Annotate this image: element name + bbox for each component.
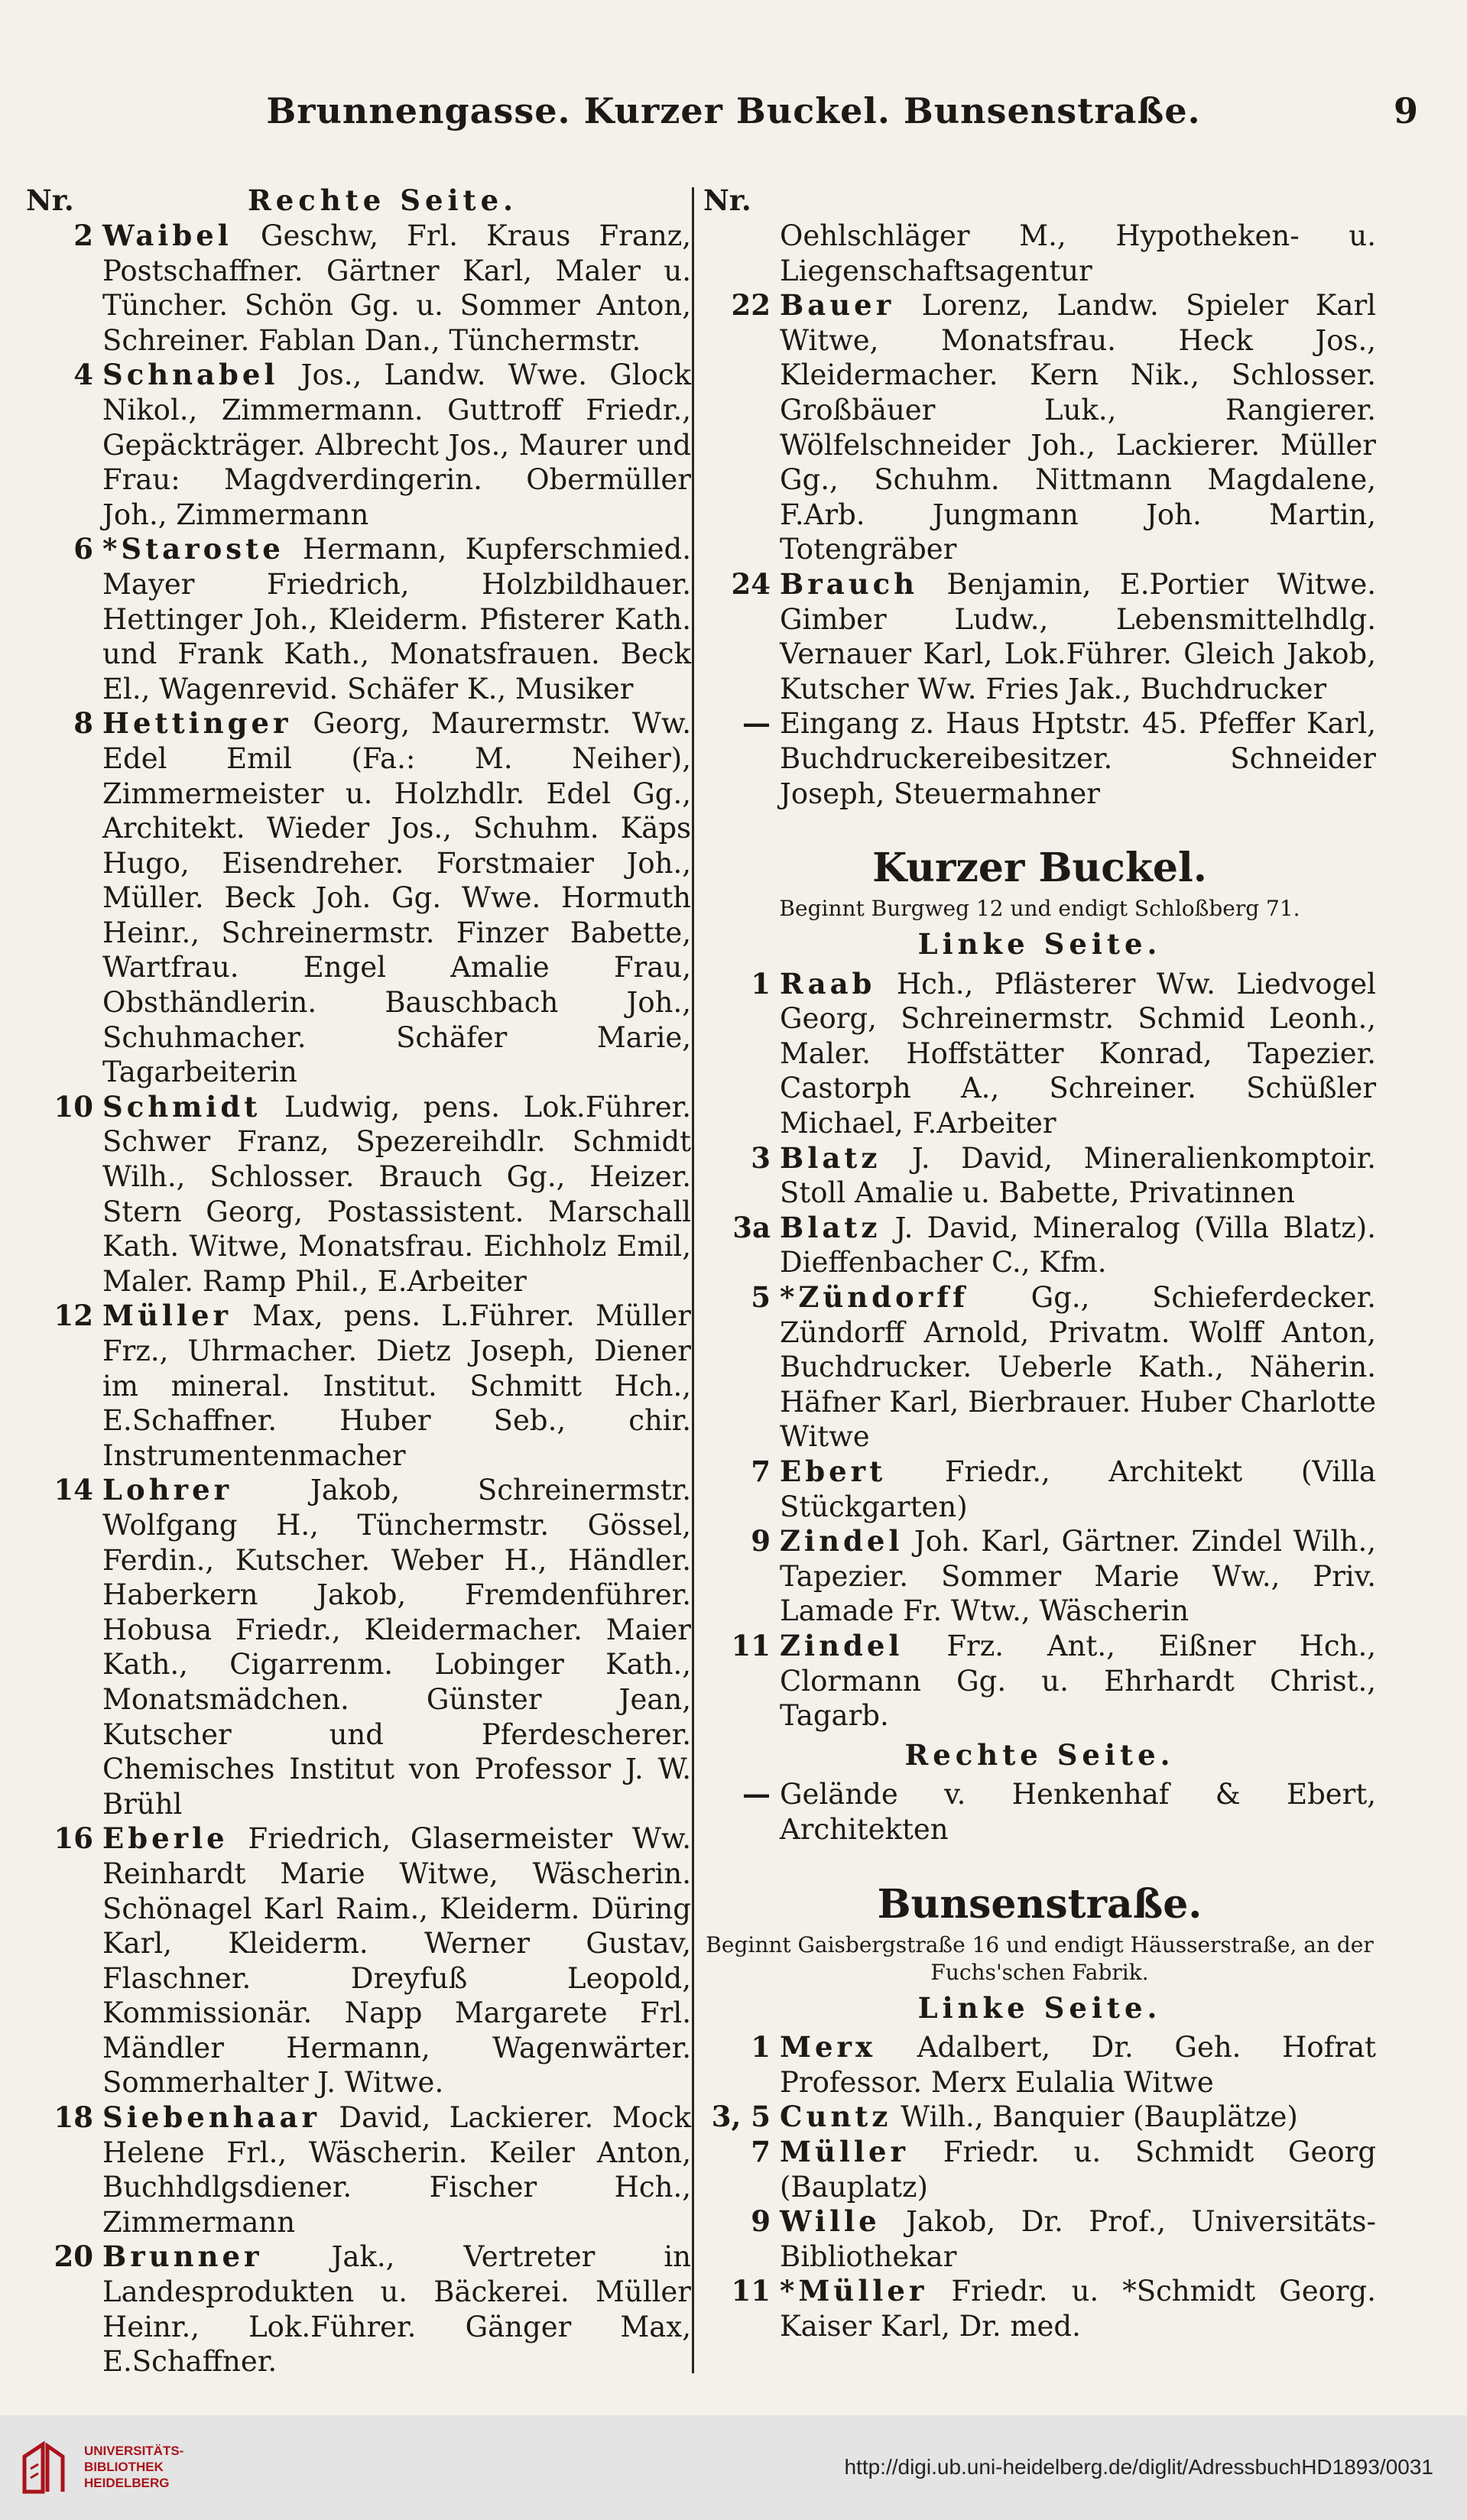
residents-text: Frz. Ant., Eißner Hch., Clormann Gg. u. Ehrhardt Christ., Tagarb.	[780, 1629, 1376, 1733]
resident-list	[780, 1280, 1376, 1455]
residents-text: Gg., Schieferdecker. Zündorff Arnold, Privatm. Wolff Anton, Buchdrucker. Ueberle Kath., Näherin. Häfner Karl, Bierbrauer. Huber Charlotte Witwe	[780, 1281, 1376, 1454]
residents-text: J. David, Mineralienkomptoir. Stoll Amalie u. Babette, Privatinnen	[780, 1141, 1376, 1210]
house-number: 9	[751, 2204, 771, 2239]
residents-text: Ludwig, pens. Lok.Führer. Schwer Franz, Spezereihdlr. Schmidt Wilh., Schlosser. Brauch Gg., Heizer. Stern Georg, Postassistent. Marschall Kath. Witwe, Monatsfrau. Eichholz Emil, Maler. Ramp Phil., E.Arbeiter	[102, 1090, 691, 1298]
house-number: 1	[751, 2030, 771, 2064]
owner-name: Cuntz	[780, 2100, 892, 2134]
resident-list	[780, 2135, 1376, 2204]
owner-name: *Müller	[780, 2274, 928, 2308]
right-column-header	[703, 183, 1376, 219]
nr-label: Nr.	[703, 183, 751, 217]
address-entry	[26, 2239, 691, 2379]
resident-list	[780, 1211, 1376, 1280]
address-entry	[703, 1524, 1376, 1629]
owner-name: Schmidt	[102, 1089, 261, 1124]
address-entry	[703, 288, 1376, 567]
address-entry	[703, 706, 1376, 811]
owner-name: Müller	[780, 2134, 910, 2168]
resident-list	[102, 1473, 691, 1821]
residents-text: Max, pens. L.Führer. Müller Frz., Uhrmacher. Dietz Joseph, Diener im mineral. Institut. Schmitt Hch., E.Schaffner. Huber Seb., chir. Instrumentenmacher	[102, 1299, 691, 1472]
address-entry	[703, 567, 1376, 706]
residents-text: Hermann, Kupferschmied. Mayer Friedrich, Holzbildhauer. Hettinger Joh., Kleiderm. Pfisterer Kath. und Frank Kath., Monatsfrauen. Beck El., Wagenrevid. Schäfer K., Musiker	[102, 533, 691, 705]
owner-name: Müller	[102, 1299, 232, 1333]
owner-name: Bauer	[780, 288, 895, 323]
resident-list	[780, 2204, 1376, 2274]
resident-list	[780, 2100, 1376, 2135]
street-title-bunsenstrasse: Bunsenstraße.	[877, 1880, 1202, 1928]
address-entry	[703, 1280, 1376, 1455]
residents-text: Gelände v. Henkenhaf & Ebert, Architekten	[780, 1778, 1376, 1846]
resident-list	[780, 1455, 1376, 1524]
side-label-left: Linke Seite.	[917, 1990, 1162, 2025]
house-number: 8	[73, 706, 93, 741]
house-number: 3	[751, 1140, 771, 1175]
resident-list	[102, 532, 691, 706]
house-number: 7	[751, 1455, 771, 1488]
address-entry	[703, 2274, 1376, 2343]
address-entry	[703, 1141, 1376, 1211]
house-number: 14	[54, 1473, 93, 1507]
residents-text: Jak., Vertreter in Landesprodukten u. Bäckerei. Müller Heinr., Lok.Führer. Gänger Max, E.Schaffner.	[102, 2240, 691, 2379]
nr-label: Nr.	[26, 183, 74, 217]
address-entry	[703, 2100, 1376, 2135]
house-number: 2	[73, 219, 93, 252]
residents-text: Jakob, Dr. Prof., Universitäts-Bibliothekar	[780, 2205, 1376, 2273]
owner-name: Schnabel	[102, 358, 279, 392]
running-head: Brunnengasse. Kurzer Buckel. Bunsenstraße.	[266, 90, 1201, 131]
house-number: 9	[751, 1524, 771, 1558]
address-entry	[703, 2030, 1376, 2100]
library-logo-icon	[17, 2438, 70, 2496]
resident-list	[780, 967, 1376, 1141]
address-entry	[26, 2100, 691, 2239]
address-entry	[703, 1455, 1376, 1524]
residents-text: Lorenz, Landw. Spieler Karl Witwe, Monatsfrau. Heck Jos., Kleidermacher. Kern Nik., Schlosser. Großbäuer Luk., Rangierer. Wölfelschneider Joh., Lackierer. Müller Gg., Schuhm. Nittmann Magdalene, F.Arb. Jungmann Joh. Martin, Totengräber	[780, 289, 1376, 566]
resident-list	[102, 219, 691, 358]
resident-list	[780, 567, 1376, 706]
bunsenstrasse-entries	[703, 2030, 1376, 2343]
side-label-left: Linke Seite.	[917, 927, 1162, 962]
residents-text: Eingang z. Haus Hptstr. 45. Pfeffer Karl, Buchdruckereibesitzer. Schneider Joseph, Steuermahner	[780, 707, 1376, 810]
resident-list	[780, 1141, 1376, 1211]
address-entry	[703, 967, 1376, 1141]
owner-name: Hettinger	[102, 706, 292, 741]
house-number: 5	[751, 1280, 771, 1315]
column-divider	[692, 187, 694, 2373]
residents-text: Benjamin, E.Portier Witwe. Gimber Ludw., Lebensmittelhdlg. Vernauer Karl, Lok.Führer. Gleich Jakob, Kutscher Ww. Fries Jak., Buchdrucker	[780, 567, 1376, 705]
residents-text: Geschw, Frl. Kraus Franz, Postschaffner. Gärtner Karl, Maler u. Tüncher. Schön Gg. u. Sommer Anton, Schreiner. Fablan Dan., Tünchermstr.	[102, 219, 691, 357]
owner-name: Zindel	[780, 1628, 904, 1662]
library-logo-text: UNIVERSITÄTS- BIBLIOTHEK HEIDELBERG	[84, 2444, 184, 2490]
left-column	[26, 183, 691, 2379]
house-number: 6	[73, 532, 93, 566]
owner-name: Siebenhaar	[102, 2100, 320, 2135]
page-number: 9	[1393, 90, 1418, 131]
house-number: 11	[731, 1628, 771, 1662]
address-entry	[26, 1821, 691, 2100]
resident-list	[780, 2274, 1376, 2343]
brunnengasse-entries-continued	[703, 288, 1376, 811]
house-number: 20	[54, 2239, 93, 2274]
resident-list	[102, 2100, 691, 2239]
street-description: Beginnt Gaisbergstraße 16 und endigt Häusserstraße, an der Fuchs'schen Fabrik.	[706, 1931, 1374, 1985]
house-number: 11	[731, 2274, 771, 2308]
residents-text: Friedr., Architekt (Villa Stückgarten)	[780, 1455, 1376, 1523]
owner-name: Brunner	[102, 2239, 263, 2274]
address-entry	[703, 2204, 1376, 2274]
address-entry	[26, 219, 691, 358]
house-number: 24	[731, 566, 771, 601]
owner-name: *Zündorff	[780, 1280, 969, 1315]
residents-text: Friedr. u. *Schmidt Georg. Kaiser Karl, Dr. med.	[780, 2275, 1376, 2343]
library-footer	[0, 2415, 1467, 2520]
left-column-header	[26, 183, 691, 219]
owner-name: Blatz	[780, 1140, 881, 1175]
residents-text: Friedrich, Glasermeister Ww. Reinhardt Marie Witwe, Wäscherin. Schönagel Karl Raim., Kleiderm. Düring Karl, Kleiderm. Werner Gustav, Flaschner. Dreyfuß Leopold, Kommissionär. Napp Margarete Frl. Mändler Hermann, Wagenwärter. Sommerhalter J. Witwe.	[102, 1822, 691, 2100]
owner-name: Brauch	[780, 566, 919, 601]
address-entry	[703, 2135, 1376, 2204]
owner-name: Raab	[780, 966, 876, 1001]
house-number: —	[742, 1777, 771, 1811]
owner-name: Ebert	[780, 1455, 887, 1488]
address-entry	[703, 1211, 1376, 1280]
resident-list	[780, 1777, 1376, 1847]
address-entry	[26, 532, 691, 706]
side-label-right: Rechte Seite.	[904, 1737, 1175, 1772]
address-entry	[26, 1473, 691, 1821]
house-number: 3a	[732, 1210, 771, 1244]
house-number: 22	[731, 288, 771, 323]
street-title-kurzer-buckel: Kurzer Buckel.	[872, 845, 1207, 892]
owner-name: Lohrer	[102, 1473, 233, 1507]
right-column	[703, 183, 1376, 2343]
owner-name: Blatz	[780, 1210, 881, 1244]
owner-name: Eberle	[102, 1821, 229, 1856]
address-entry	[703, 1777, 1376, 1847]
resident-list	[780, 1524, 1376, 1629]
resident-list	[102, 1821, 691, 2100]
house-number: 16	[54, 1821, 93, 1856]
residents-text: J. David, Mineralog (Villa Blatz). Dieffenbacher C., Kfm.	[780, 1211, 1376, 1279]
kurzer-buckel-entries	[703, 967, 1376, 1734]
resident-list	[780, 706, 1376, 811]
owner-name: Wille	[780, 2204, 881, 2239]
resident-list	[102, 358, 691, 532]
kurzer-buckel-right-entries	[703, 1777, 1376, 1847]
address-entry	[26, 1299, 691, 1473]
continuation-entry: Oehlschläger M., Hypotheken- u. Liegenschaftsagentur	[780, 219, 1376, 287]
resident-list	[102, 1090, 691, 1299]
house-number: 12	[54, 1299, 93, 1333]
brunnengasse-entries	[26, 219, 691, 2379]
resident-list	[102, 1299, 691, 1473]
house-number: —	[742, 706, 771, 741]
address-entry	[26, 358, 691, 532]
resident-list	[780, 288, 1376, 567]
house-number: 10	[54, 1089, 93, 1124]
residents-text: Joh. Karl, Gärtner. Zindel Wilh., Tapezier. Sommer Marie Ww., Priv. Lamade Fr. Wtw., Wäscherin	[780, 1525, 1376, 1628]
house-number: 7	[751, 2134, 771, 2168]
street-description: Beginnt Burgweg 12 und endigt Schloßberg 71.	[779, 896, 1300, 922]
residents-text: Wilh., Banquier (Bauplätze)	[891, 2100, 1298, 2134]
address-entry	[26, 706, 691, 1090]
residents-text: Jos., Landw. Wwe. Glock Nikol., Zimmermann. Guttroff Friedr., Gepäckträger. Albrecht Jos., Maurer und Frau: Magdverdingerin. Obermüller Joh., Zimmermann	[102, 358, 691, 531]
address-entry	[703, 1629, 1376, 1734]
address-entry	[26, 1090, 691, 1299]
resident-list	[780, 1629, 1376, 1734]
house-number: 4	[73, 358, 93, 392]
residents-text: Friedr. u. Schmidt Georg (Bauplatz)	[780, 2135, 1376, 2204]
resident-list	[780, 2030, 1376, 2100]
house-number: 1	[751, 966, 771, 1001]
side-label-right: Rechte Seite.	[248, 183, 518, 217]
owner-name: Waibel	[102, 219, 232, 252]
house-number: 18	[54, 2100, 93, 2135]
owner-name: *Staroste	[102, 532, 284, 566]
residents-text: David, Lackierer. Mock Helene Frl., Wäscherin. Keiler Anton, Buchhdlgsdiener. Fischer Hch., Zimmermann	[102, 2101, 691, 2239]
owner-name: Merx	[780, 2030, 877, 2064]
residents-text: Adalbert, Dr. Geh. Hofrat Professor. Merx Eulalia Witwe	[780, 2031, 1376, 2099]
resident-list	[102, 706, 691, 1090]
resident-list	[102, 2239, 691, 2379]
owner-name: Zindel	[780, 1524, 904, 1558]
source-url-link[interactable]: http://digi.ub.uni-heidelberg.de/diglit/AdressbuchHD1893/0031	[844, 2455, 1433, 2479]
residents-text: Georg, Maurermstr. Ww. Edel Emil (Fa.: M. Neiher), Zimmermeister u. Holzhdlr. Edel Gg., Architekt. Wieder Jos., Schuhm. Käps Hugo, Eisendreher. Forstmaier Joh., Müller. Beck Joh. Gg. Wwe. Hormuth Heinr., Schreinermstr. Finzer Babette, Wartfrau. Engel Amalie Frau, Obsthändlerin. Bauschbach Joh., Schuhmacher. Schäfer Marie, Tagarbeiterin	[102, 707, 691, 1089]
house-number: 3, 5	[711, 2100, 771, 2134]
residents-text: Hch., Pflästerer Ww. Liedvogel Georg, Schreinermstr. Schmid Leonh., Maler. Hoffstätter Konrad, Tapezier. Castorph A., Schreiner. Schüßler Michael, F.Arbeiter	[780, 967, 1376, 1140]
residents-text: Jakob, Schreinermstr. Wolfgang H., Tünchermstr. Gössel, Ferdin., Kutscher. Weber H., Händler. Haberkern Jakob, Fremdenführer. Hobusa Friedr., Kleidermacher. Maier Kath., Cigarrenm. Lobinger Kath., Monatsmädchen. Günster Jean, Kutscher und Pferdescherer. Chemisches Institut von Professor J. W. Brühl	[102, 1474, 691, 1821]
